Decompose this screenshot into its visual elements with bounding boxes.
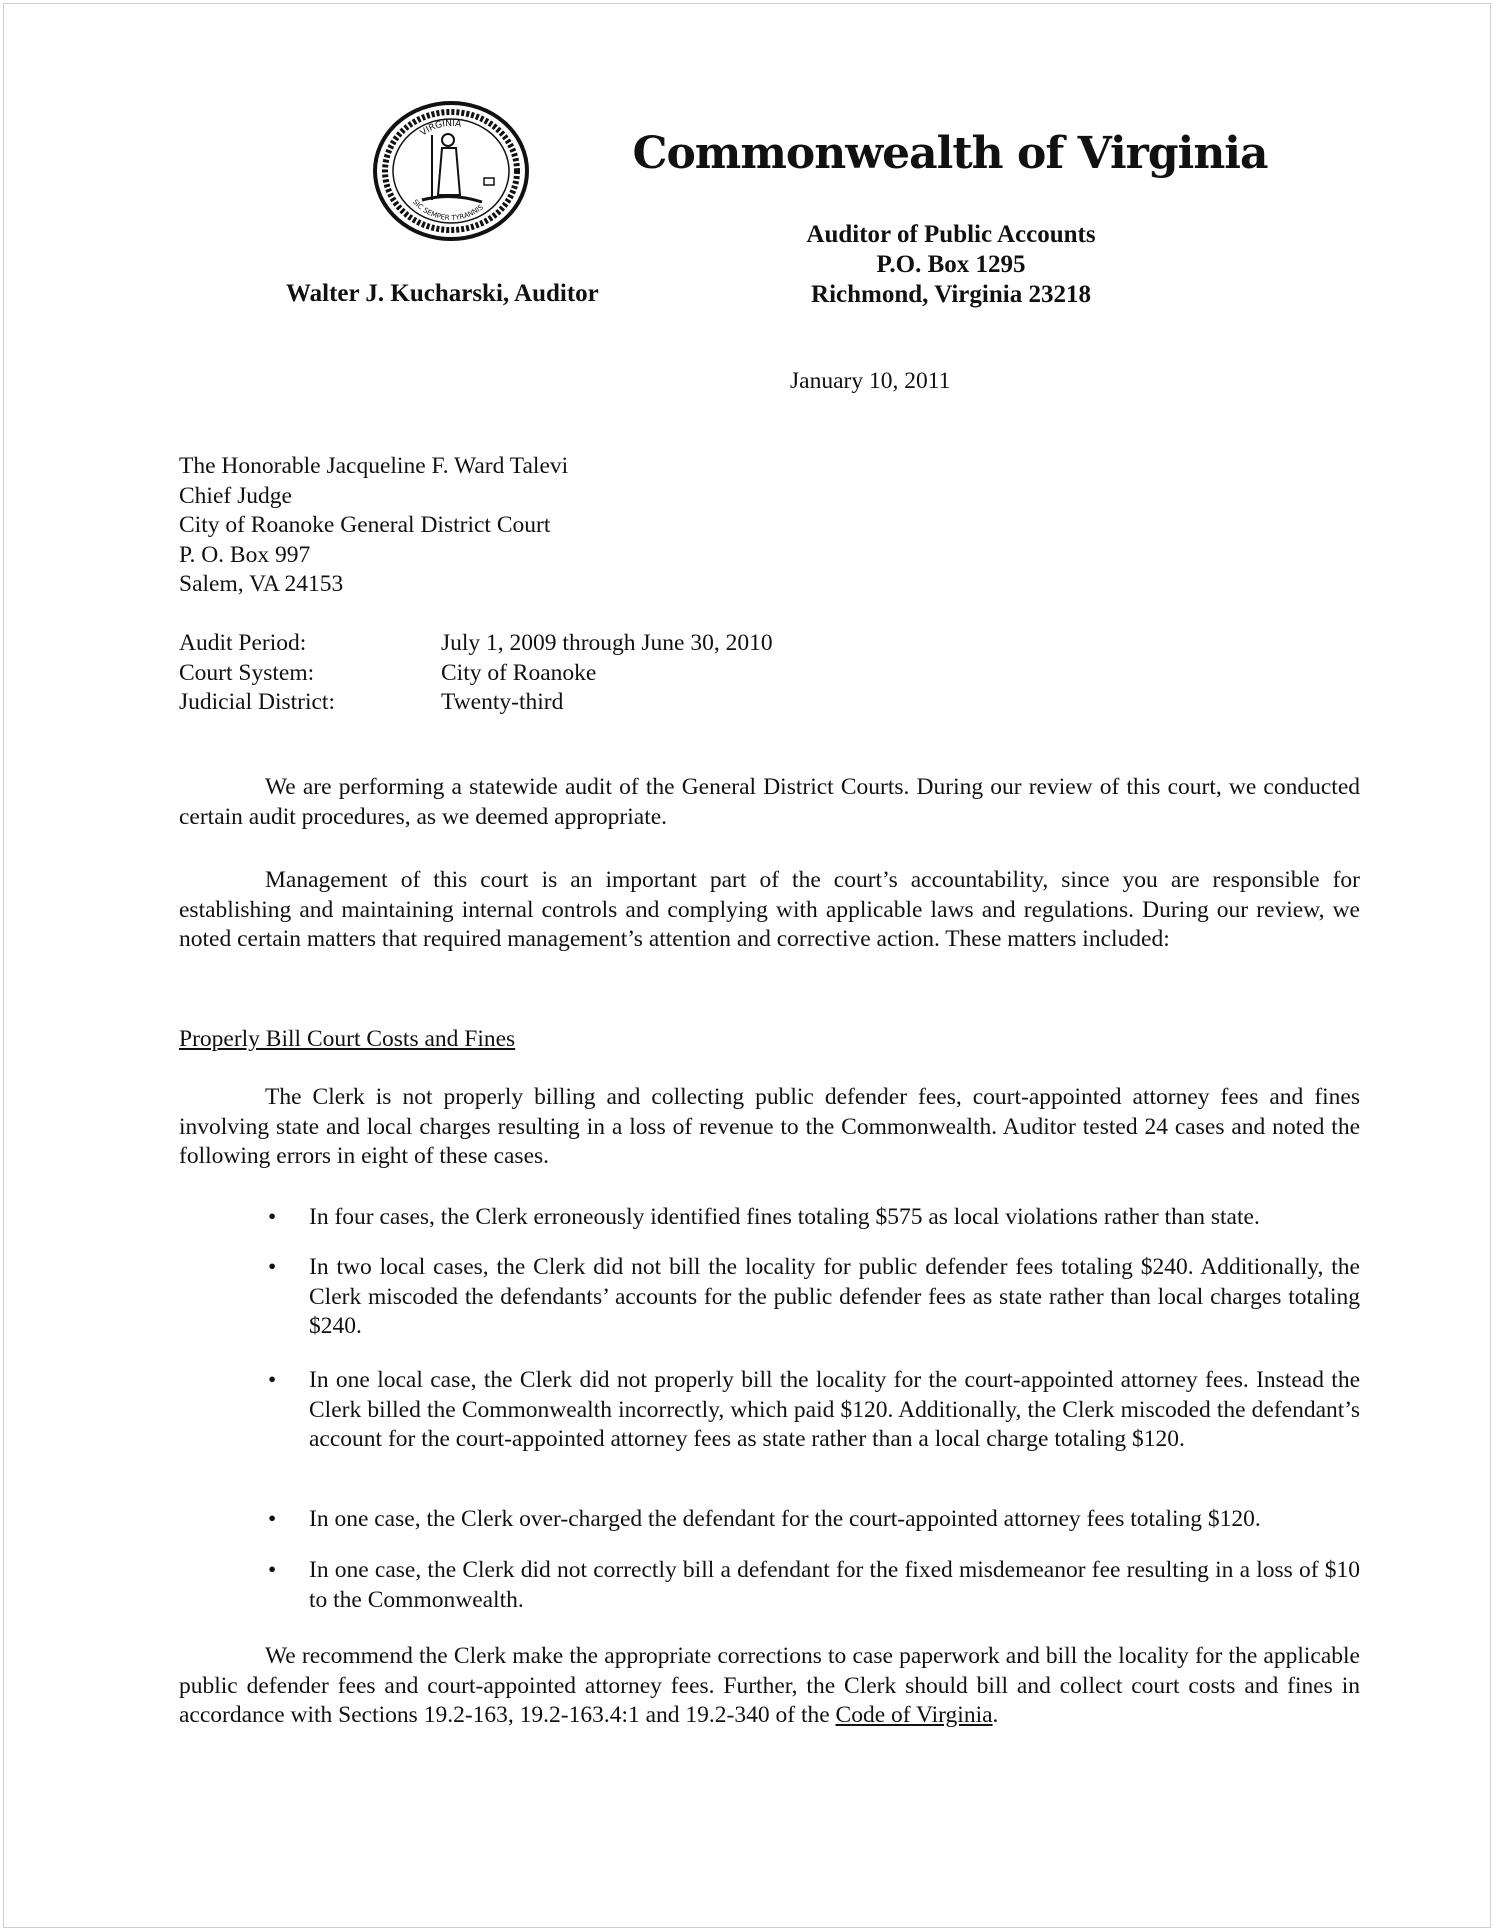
bullet-text: In one case, the Clerk over-charged the defendant for the court-appointed attorney fees totaling $120. [309, 1506, 1261, 1532]
svg-text:VIRGINIA: VIRGINIA [418, 118, 462, 139]
code-of-virginia-reference: Code of Virginia [835, 1702, 993, 1729]
bullet-text: In one local case, the Clerk did not properly bill the locality for the court-appointed attorney fees. Instead the Clerk billed the Commonwealth incorrectly, which paid $120. Additionally, the Clerk miscoded the defendant’s account for the court-appointed attorney fees as state rather than a local charge totaling $120. [309, 1367, 1360, 1453]
bullet-icon: • [268, 1557, 277, 1583]
meta-label: Judicial District: [179, 689, 335, 716]
section-heading: Properly Bill Court Costs and Fines [179, 1026, 516, 1052]
paragraph-management [179, 866, 1360, 955]
bullet-icon: • [268, 1367, 277, 1393]
paragraph-text: We recommend the Clerk make the appropriate corrections to case paperwork and bill the locality for the applicable public defender fees and court-appointed attorney fees. Further, the Clerk should bill and collect court costs and fines in accordance with Sections 19.2-163, 19.2-163.4:1 and 19.2-340 of the [179, 1643, 1360, 1729]
paragraph-text: The Clerk is not properly billing and collecting public defender fees, court-appointed attorney fees and fines involving state and local charges resulting in a loss of revenue to the Commonwealth. Auditor tested 24 cases and noted the following errors in eight of these cases. [179, 1084, 1360, 1170]
recipient-line: P. O. Box 997 [179, 541, 311, 568]
svg-text:SIC SEMPER TYRANNIS: SIC SEMPER TYRANNIS [411, 198, 485, 223]
paragraph-text: Management of this court is an important part of the court’s accountability, since you are responsible for establishing and maintaining internal controls and complying with applicable laws and regulations. During our review, we noted certain matters that required management’s attention and corrective action. These matters included: [179, 867, 1360, 953]
meta-label: Audit Period: [179, 630, 307, 656]
meta-value: City of Roanoke [441, 659, 597, 686]
meta-label: Court System: [179, 659, 315, 686]
office-name: Auditor of Public Accounts [806, 221, 1096, 248]
bullet-text: In two local cases, the Clerk did not bill the locality for public defender fees totaling $240. Additionally, the Clerk miscoded the defendants’ accounts for the public defender fees as state rather than local charges totaling $240. [309, 1254, 1360, 1340]
office-po-box: P.O. Box 1295 [876, 251, 1026, 278]
recipient-line: The Honorable Jacqueline F. Ward Talevi [179, 453, 569, 479]
bullet-item [268, 1203, 1360, 1233]
meta-row [179, 659, 773, 689]
letter-date: January 10, 2011 [790, 368, 951, 394]
recipient-line: Chief Judge [179, 482, 292, 509]
bullet-icon: • [268, 1254, 277, 1280]
meta-row [179, 688, 773, 718]
auditor-name: Walter J. Kucharski, Auditor [286, 280, 599, 307]
bullet-icon: • [268, 1506, 277, 1532]
letterhead-title: Commonwealth of Virginia [632, 128, 1268, 179]
bullet-item [268, 1366, 1360, 1455]
bullet-item [268, 1253, 1360, 1342]
virginia-seal-logo [372, 100, 530, 242]
office-address [740, 220, 1162, 310]
meta-value: July 1, 2009 through June 30, 2010 [441, 630, 773, 656]
bullet-text: In four cases, the Clerk erroneously identified fines totaling $575 as local violations rather than state. [309, 1204, 1260, 1230]
bullet-item [268, 1505, 1360, 1535]
meta-row [179, 629, 773, 659]
recipient-line: City of Roanoke General District Court [179, 512, 551, 539]
paragraph-end: . [992, 1702, 999, 1729]
paragraph-findings [179, 1083, 1360, 1172]
paragraph-text: We are performing a statewide audit of the General District Courts. During our review of this court, we conducted certain audit procedures, as we deemed appropriate. [179, 774, 1360, 830]
meta-value: Twenty-third [441, 689, 564, 716]
bullet-text: In one case, the Clerk did not correctly bill a defendant for the fixed misdemeanor fee resulting in a loss of $10 to the Commonwealth. [309, 1557, 1360, 1613]
bullet-icon: • [268, 1204, 277, 1230]
office-city: Richmond, Virginia 23218 [811, 281, 1091, 308]
recipient-address [179, 452, 568, 600]
paragraph-intro [179, 773, 1360, 832]
recipient-line: Salem, VA 24153 [179, 571, 344, 598]
paragraph-recommendation [179, 1642, 1360, 1731]
audit-meta [179, 629, 773, 718]
bullet-item [268, 1556, 1360, 1615]
